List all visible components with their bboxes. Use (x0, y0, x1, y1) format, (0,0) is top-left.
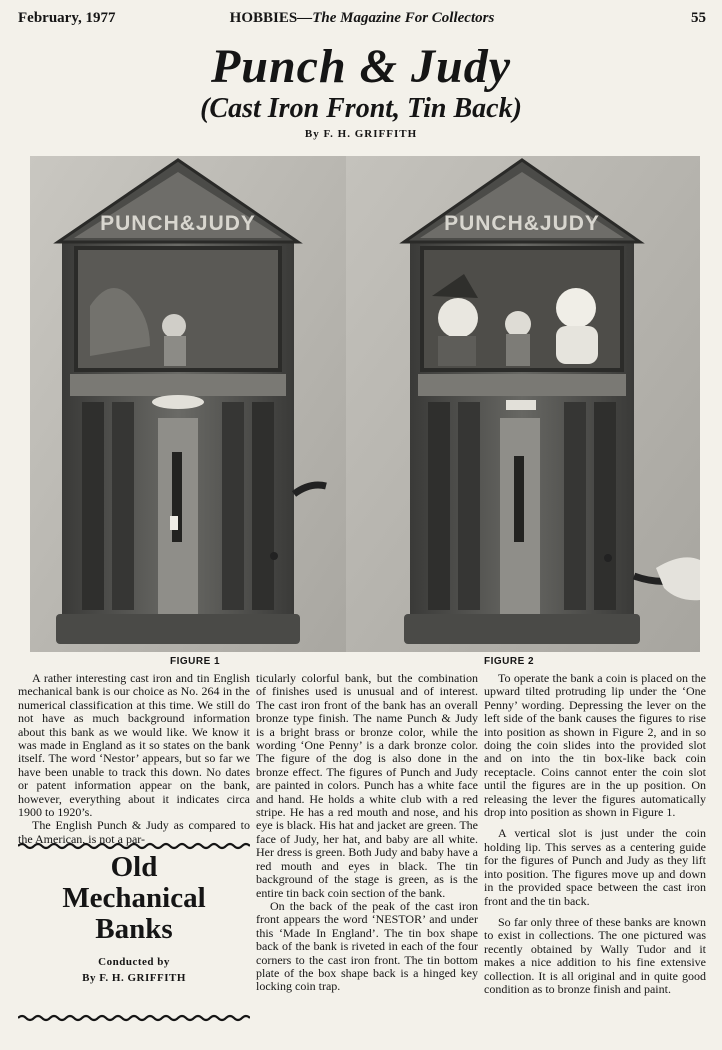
running-header (18, 10, 706, 30)
magazine-name (18, 10, 706, 27)
paragraph: A rather interesting cast iron and tin English mechanical bank is our choice as No. 264 in the numerical classification at this time. We still do not have as much background information about this bank as we would like. We know it was made in England as it so states on the bank itself. The word ‘Nestor’ appears, but so far we have been unable to track this down. No dates or patent information appear on the bank, however, everything about it indicates circa 1900 to 1920’s. (18, 671, 250, 820)
article-byline: By F. H. GRIFFITH (304, 128, 418, 140)
issue-date: February, 1977 (18, 10, 116, 26)
figure-2-photo (346, 156, 700, 652)
article-title: Punch & Judy (210, 40, 512, 93)
ornamental-rule-top (18, 842, 250, 850)
figure-2-caption: FIGURE 2 (484, 656, 535, 667)
dog-figure (162, 314, 186, 366)
bank-figure-1-illustration (30, 156, 346, 652)
article-subtitle: (Cast Iron Front, Tin Back) (200, 93, 522, 124)
department-title-line-3: Banks (95, 913, 173, 945)
department-title-line-2: Mechanical (62, 882, 206, 914)
dog-figure (505, 311, 531, 366)
department-author: By F. H. GRIFFITH (82, 972, 186, 984)
text-column-1 (18, 672, 250, 846)
bank-sign-text: PUNCH&JUDY (100, 212, 256, 235)
paragraph: To operate the bank a coin is placed on the upward tilted protruding lip under the ‘One Penny’ wording. Depressing the lever on the left side of the bank causes the figures to rise into position as shown in Figure 2, and in so doing the coin slides into the provided slot and on into the tin box-like back coin receptacle. Coins cannot enter the coin slot until the figures are in the up position. On releasing the lever the figures automatically drop into position as shown in Figure 1. (484, 671, 706, 820)
figure-1-caption: FIGURE 1 (170, 656, 221, 667)
paragraph: A vertical slot is just under the coin holding lip. This serves as a centering guide for the figures of Punch and Judy as they lift into position. The figures move up and down in the provided space between the cast iron front and the tin back. (484, 826, 706, 908)
paragraph: The English Punch & Judy as compared to the American, is not a par- (18, 818, 250, 846)
paragraph: On the back of the peak of the cast iron front appears the word ‘NESTOR’ and under this ‘Made In England’. The tin box shape back of the bank is riveted in each of the four corners to the cast iron front. The tin bottom plate of the box shape back is a hinged key locking coin trap. (256, 898, 478, 994)
text-column-3 (484, 672, 706, 996)
department-conducted: Conducted by (98, 956, 170, 968)
department-heading (18, 852, 250, 985)
magazine-tagline: —The Magazine For Collectors (297, 10, 495, 26)
department-title-line-1: Old (110, 851, 158, 883)
paragraph: ticularly colorful bank, but the combination of finishes used is unusual and of interest. The cast iron front of the bank has an overall bronze type finish. The name Punch & Judy is a bright brass or bronze color, while the wording ‘One Penny’ is a dark bronze color. The figure of the dog is also done in the bronze effect. The figures of Punch and Judy are painted in colors. Punch has a white face and hand. He holds a white club with a red stripe. He has a red mouth and nose, and his eye is black. His hat and jacket are green. The face of Judy, her hat, and baby are all white. Her dress is green. Both Judy and baby have a red mouth and eyes in black. The tin background of the stage is green, as is the entire tin back coin section of the bank. (256, 671, 478, 900)
figure-1-photo (30, 156, 346, 652)
ornamental-rule-bottom (18, 1014, 250, 1022)
magazine-title: HOBBIES (229, 10, 298, 26)
bank-figure-2-illustration (346, 156, 700, 652)
paragraph: So far only three of these banks are known to exist in collections. The one pictured was recently obtained by Wally Tudor and it makes a nice addition to his fine extensive collection. It is all original and in quite good condition as to bronze finish and paint. (484, 914, 706, 996)
text-column-2 (256, 672, 478, 994)
bank-sign-text: PUNCH&JUDY (444, 212, 600, 235)
page-number: 55 (691, 10, 706, 26)
